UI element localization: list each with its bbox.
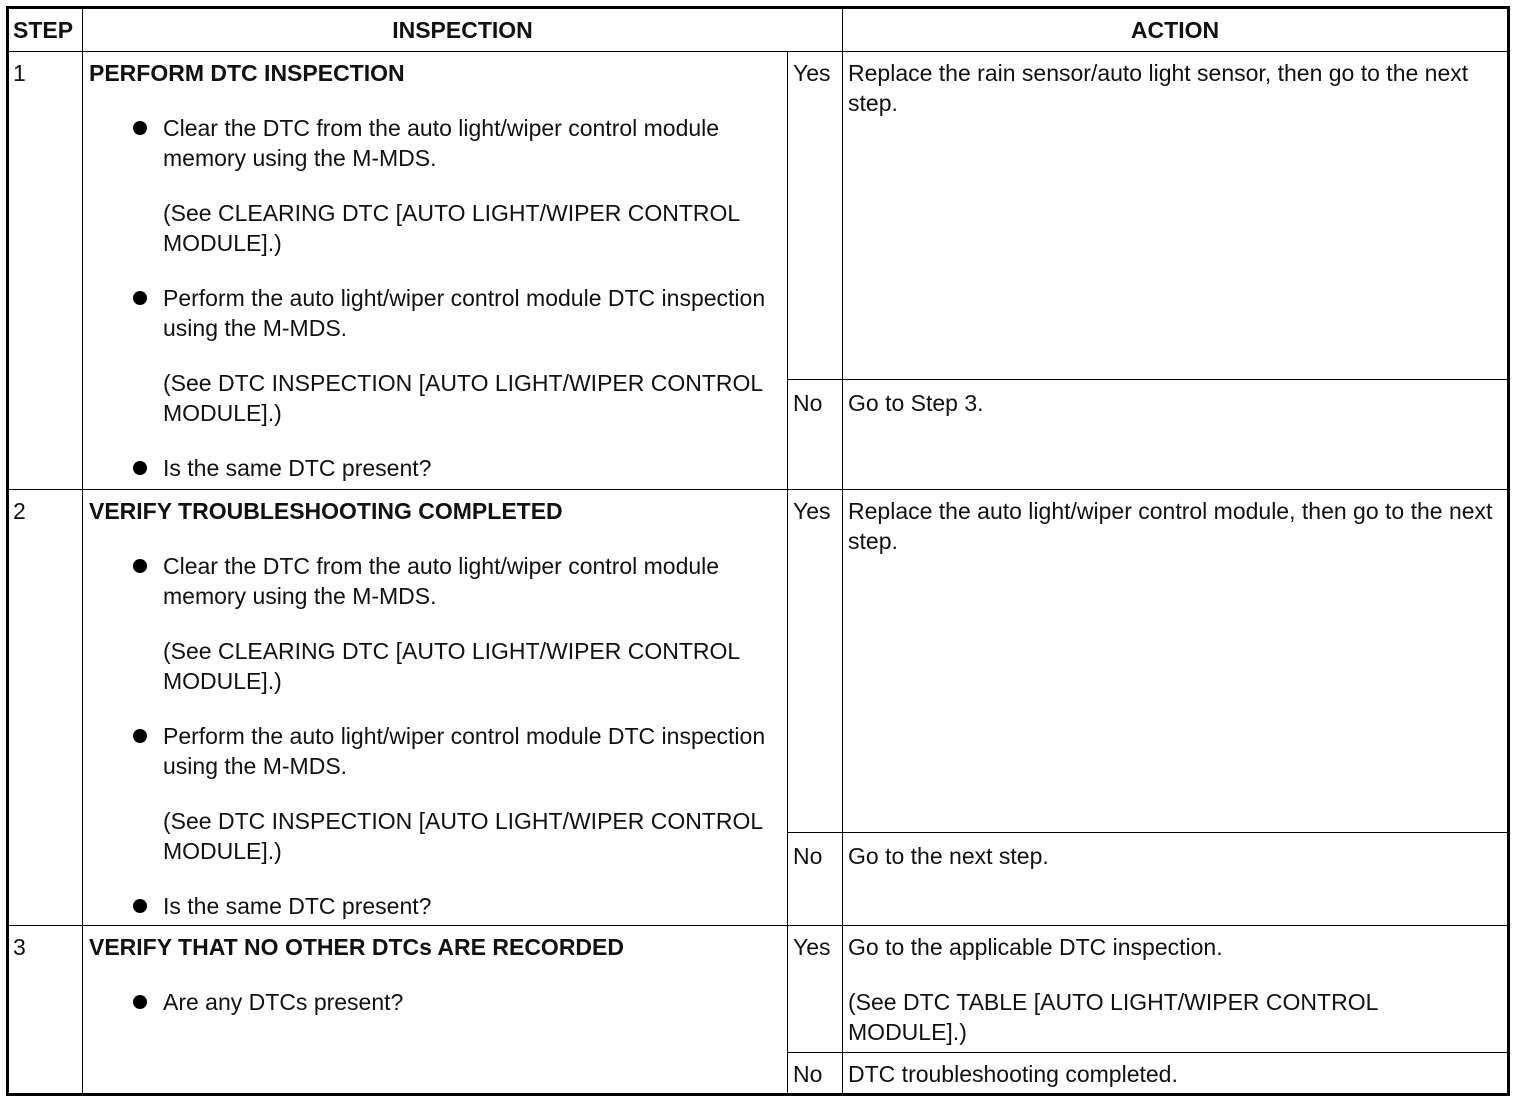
inspection-bullet: Clear the DTC from the auto light/wiper control module memory using the M-MDS. <box>163 115 720 171</box>
inspection-list <box>89 987 779 1017</box>
list-item <box>89 721 779 781</box>
yes-action: Replace the auto light/wiper control module, then go to the next step. <box>843 490 1509 833</box>
inspection-title: VERIFY THAT NO OTHER DTCs ARE RECORDED <box>89 934 624 960</box>
no-action: Go to Step 3. <box>843 380 1509 490</box>
table-row <box>8 490 1509 833</box>
bullet-icon <box>133 121 147 135</box>
table-row <box>8 52 1509 380</box>
yes-label: Yes <box>788 52 843 380</box>
list-item <box>89 987 779 1017</box>
inspection-title: PERFORM DTC INSPECTION <box>89 60 405 86</box>
reference-text: (See CLEARING DTC [AUTO LIGHT/WIPER CONTROL MODULE].) <box>163 638 740 694</box>
list-item <box>89 113 779 173</box>
step-number: 2 <box>8 490 83 926</box>
no-action: Go to the next step. <box>843 833 1509 926</box>
step-number: 1 <box>8 52 83 490</box>
inspection-question: Is the same DTC present? <box>163 893 432 919</box>
inspection-list <box>89 113 779 173</box>
inspection-header: INSPECTION <box>83 8 843 52</box>
inspection-list <box>89 283 779 343</box>
inspection-list <box>89 551 779 611</box>
yes-action: Go to the applicable DTC inspection. <box>848 934 1223 960</box>
no-label: No <box>788 833 843 926</box>
bullet-icon <box>133 559 147 573</box>
inspection-question: Is the same DTC present? <box>163 455 432 481</box>
no-label: No <box>788 1053 843 1095</box>
no-label: No <box>788 380 843 490</box>
no-action: DTC troubleshooting completed. <box>843 1053 1509 1095</box>
inspection-question: Are any DTCs present? <box>163 989 404 1015</box>
list-item <box>89 891 779 921</box>
inspection-cell <box>83 490 788 926</box>
yes-action-cell <box>843 926 1509 1053</box>
step-header: STEP <box>8 8 83 52</box>
bullet-icon <box>133 995 147 1009</box>
reference-text: (See DTC TABLE [AUTO LIGHT/WIPER CONTROL MODULE].) <box>848 989 1378 1045</box>
table-row <box>8 926 1509 1053</box>
inspection-list <box>89 721 779 781</box>
inspection-cell <box>83 52 788 490</box>
list-item <box>89 551 779 611</box>
yes-label: Yes <box>788 926 843 1053</box>
inspection-bullet: Perform the auto light/wiper control module DTC inspection using the M-MDS. <box>163 723 766 779</box>
inspection-bullet: Clear the DTC from the auto light/wiper control module memory using the M-MDS. <box>163 553 720 609</box>
inspection-list <box>89 891 779 921</box>
reference-text: (See CLEARING DTC [AUTO LIGHT/WIPER CONTROL MODULE].) <box>163 200 740 256</box>
reference-text: (See DTC INSPECTION [AUTO LIGHT/WIPER CONTROL MODULE].) <box>163 808 763 864</box>
yes-label: Yes <box>788 490 843 833</box>
yes-action: Replace the rain sensor/auto light sensor, then go to the next step. <box>843 52 1509 380</box>
header-row <box>8 8 1509 52</box>
troubleshooting-table <box>6 6 1510 1096</box>
list-item <box>89 283 779 343</box>
bullet-icon <box>133 899 147 913</box>
reference-text: (See DTC INSPECTION [AUTO LIGHT/WIPER CONTROL MODULE].) <box>163 370 763 426</box>
bullet-icon <box>133 291 147 305</box>
step-number: 3 <box>8 926 83 1095</box>
inspection-cell <box>83 926 788 1095</box>
list-item <box>89 453 779 483</box>
inspection-bullet: Perform the auto light/wiper control module DTC inspection using the M-MDS. <box>163 285 766 341</box>
action-header: ACTION <box>843 8 1509 52</box>
inspection-list <box>89 453 779 483</box>
bullet-icon <box>133 461 147 475</box>
inspection-title: VERIFY TROUBLESHOOTING COMPLETED <box>89 498 563 524</box>
bullet-icon <box>133 729 147 743</box>
